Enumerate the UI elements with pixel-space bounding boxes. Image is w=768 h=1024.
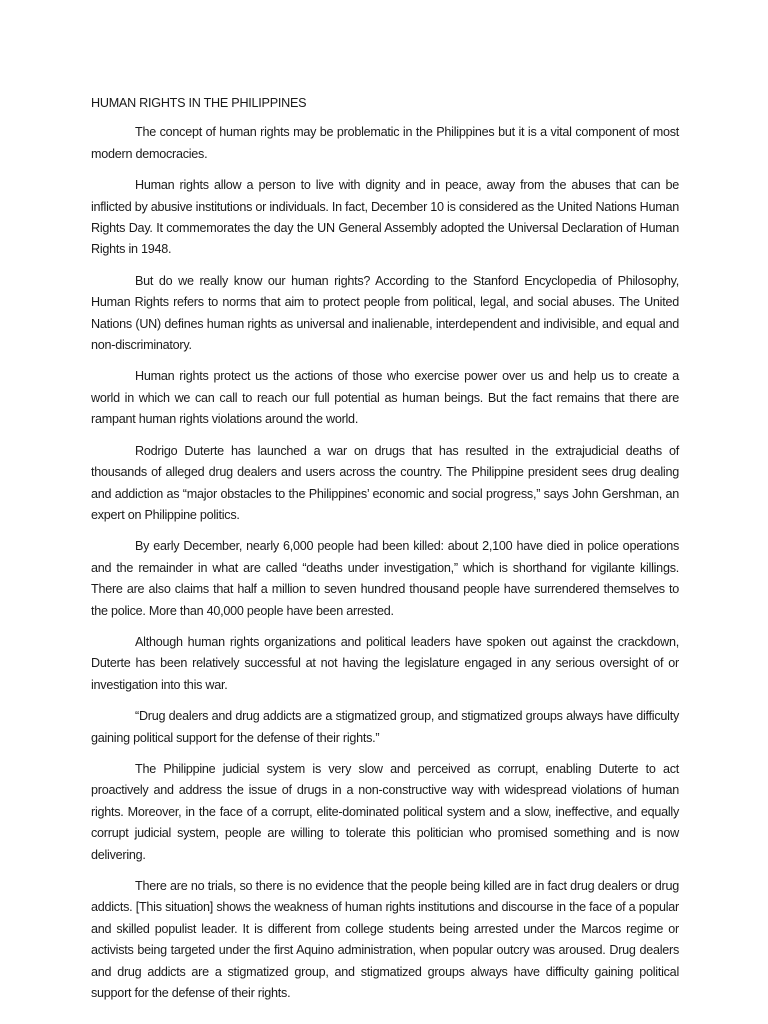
quote-paragraph: “Drug dealers and drug addicts are a stigmatized group, and stigmatized groups always have difficulty gaining political support for the defense of their rights.” [91,709,679,745]
paragraph: The Philippine judicial system is very slow and perceived as corrupt, enabling Duterte to act proactively and address the issue of drugs in a non-constructive way with widespread violations of human rights. Moreover, in the face of a corrupt, elite-dominated political system and a slow, ineffective, and equally corrupt judicial system, people are willing to tolerate this politician who promised something and is now delivering. [91,761,679,862]
paragraph: Although human rights organizations and political leaders have spoken out against the crackdown, Duterte has been relatively successful at not having the legislature engaged in any serious oversight of or investigation into this war. [91,634,679,692]
paragraph: The concept of human rights may be problematic in the Philippines but it is a vital component of most modern democracies. [91,125,679,161]
paragraph: But do we really know our human rights? According to the Stanford Encyclopedia of Philosophy, Human Rights refers to norms that aim to protect people from political, legal, and social abuses. The United Nations (UN) defines human rights as universal and inalienable, interdependent and indivisible, and equal and non-discriminatory. [91,273,679,353]
document-body [91,93,679,1014]
document-title: HUMAN RIGHTS IN THE PHILIPPINES [91,96,307,110]
paragraph: Rodrigo Duterte has launched a war on drugs that has resulted in the extrajudicial deaths of thousands of alleged drug dealers and users across the country. The Philippine president sees drug dealing and addiction as “major obstacles to the Philippines’ economic and social progress,” says John Gershman, an expert on Philippine politics. [91,443,679,522]
paragraph: There are no trials, so there is no evidence that the people being killed are in fact drug dealers or drug addicts. [This situation] shows the weakness of human rights institutions and discourse in the face of a popular and skilled populist leader. It is different from college students being arrested under the Marcos regime or activists being targeted under the first Aquino administration, when popular outcry was aroused. Drug dealers and drug addicts are a stigmatized group, and stigmatized groups always have difficulty gaining political support for the defense of their rights. [91,879,679,1001]
paragraph: By early December, nearly 6,000 people had been killed: about 2,100 have died in police operations and the remainder in what are called “deaths under investigation,” which is shorthand for vigilante killings. There are also claims that half a million to seven hundred thousand people have surrendered themselves to the police. More than 40,000 people have been arrested. [91,539,679,618]
paragraph: Human rights protect us the actions of those who exercise power over us and help us to create a world in which we can call to reach our full potential as human beings. But the fact remains that there are rampant human rights violations around the world. [91,369,679,427]
paragraph: Human rights allow a person to live with dignity and in peace, away from the abuses that can be inflicted by abusive institutions or individuals. In fact, December 10 is considered as the United Nations Human Rights Day. It commemorates the day the UN General Assembly adopted the Universal Declaration of Human Rights in 1948. [91,178,680,257]
